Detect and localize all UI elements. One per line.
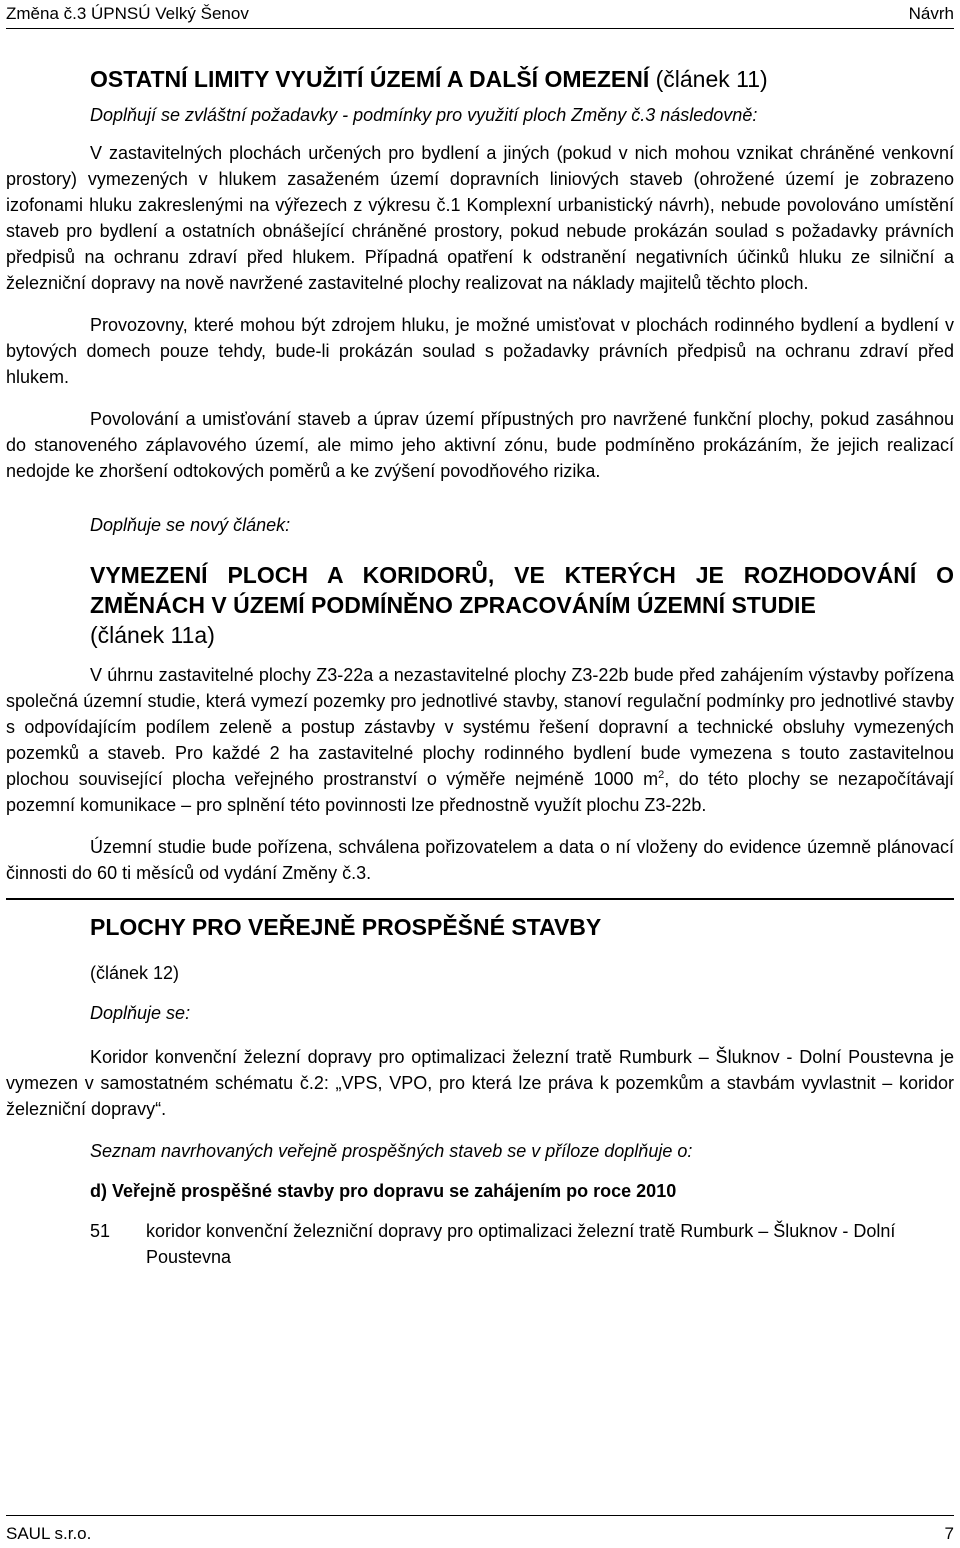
section-intro-limits: Doplňují se zvláštní požadavky - podmínky pro využití ploch Změny č.3 následovně: [90, 105, 758, 125]
section-title-limits-text: OSTATNÍ LIMITY VYUŽITÍ ÚZEMÍ A DALŠÍ OMEZENÍ [90, 66, 650, 92]
footer-page-number: 7 [944, 1524, 954, 1543]
list-item-number: 51 [90, 1221, 111, 1241]
section-title-limits-ref: (článek 11) [655, 66, 768, 92]
list-item [6, 1218, 954, 1270]
section-title-study-ref: (článek 11a) [90, 622, 215, 648]
section-intro-new-article: Doplňuje se nový článek: [90, 515, 291, 535]
list-item-text: koridor konvenční železniční dopravy pro optimalizaci železní tratě Rumburk – Šluknov - Dolní Poustevna [146, 1221, 896, 1267]
subheading-transport-works: d) Veřejně prospěšné stavby pro dopravu se zahájením po roce 2010 [90, 1181, 677, 1201]
page-body [6, 64, 954, 1270]
paragraph-study-deadline: Územní studie bude pořízena, schválena pořizovatelem a data o ní vloženy do evidence územně plánovací činnosti do 60 ti měsíců od vydání Změny č.3. [6, 837, 954, 883]
superscript-2: 2 [658, 769, 665, 781]
paragraph-study-text-b: , do této plochy se nezapočítávají pozemní komunikace – pro splnění této povinnosti lze přednostně využít plochu Z3-22b. [6, 769, 955, 815]
page-footer [6, 1515, 954, 1548]
paragraph-flood-area: Povolování a umisťování staveb a úprav území přípustných pro navržené funkční plochy, pokud zasáhnou do stanoveného záplavového území, ale mimo jeho aktivní zónu, bude podmíněno prokázáním, že jejich realizací nedojde ke zhoršení odtokových poměrů a ke zvýšení povodňového rizika. [6, 409, 954, 481]
header-document-title: Změna č.3 ÚPNSÚ Velký Šenov [6, 4, 249, 23]
section-intro-public-works: Doplňuje se: [90, 1003, 191, 1023]
paragraph-study-requirement [6, 662, 954, 818]
header-status: Návrh [908, 4, 954, 23]
section-title-public-works-ref: (článek 12) [90, 963, 180, 983]
section-title-public-works: PLOCHY PRO VEŘEJNĚ PROSPĚŠNÉ STAVBY [90, 914, 602, 940]
list-intro-public-works: Seznam navrhovaných veřejně prospěšných staveb se v příloze doplňuje o: [90, 1141, 693, 1161]
paragraph-noise-sources: Provozovny, které mohou být zdrojem hluku, je možné umisťovat v plochách rodinného bydlení a bydlení v bytových domech pouze tehdy, bude-li prokázán soulad s požadavky právních předpisů na ochranu zdraví před hlukem. [6, 315, 954, 387]
paragraph-railway-corridor: Koridor konvenční železní dopravy pro optimalizaci železní tratě Rumburk – Šluknov - Dolní Poustevna je vymezen v samostatném schématu č.2: „VPS, VPO, pro která lze práva k pozemkům a stavbám vyvlastnit – koridor železniční dopravy“. [6, 1047, 954, 1119]
section-title-study: VYMEZENÍ PLOCH A KORIDORŮ, VE KTERÝCH JE ROZHODOVÁNÍ O ZMĚNÁCH V ÚZEMÍ PODMÍNĚNO ZPRACOVÁNÍM ÚZEMNÍ STUDIE [90, 562, 954, 618]
section-divider [6, 898, 954, 900]
section-title-limits [90, 64, 954, 94]
footer-company: SAUL s.r.o. [6, 1524, 92, 1543]
page-header [6, 4, 954, 29]
paragraph-study-text-a: V úhrnu zastavitelné plochy Z3-22a a nezastavitelné plochy Z3-22b bude před zahájením výstavby pořízena společná územní studie, která vymezí pozemky pro jednotlivé stavby, stanoví regulační podmínky pro jednotlivé stavby s odpovídajícím podílem zeleně a postup zástavby v systému řešení dopravní a technické obsluhy vymezených pozemků a staveb. Pro každé 2 ha zastavitelné plochy rodinného bydlení bude vymezena s touto zastavitelnou plochou související plocha veřejného prostranství o výměře nejméně 1000 m [6, 665, 954, 789]
paragraph-noise-limits: V zastavitelných plochách určených pro bydlení a jiných (pokud v nich mohou vznikat chráněné venkovní prostory) vymezených v hlukem zasaženém území dopravních liniových staveb (ohrožené území je zobrazeno izofonami hluku zakreslenými na výřezech z výkresu č.1 Komplexní urbanistický návrh), nebude povolováno umístění staveb pro bydlení a ostatních obnášející chráněné prostory, pokud nebude prokázán soulad s požadavky právních předpisů na ochranu zdraví před hlukem. Případná opatření k odstranění negativních účinků hluku ze silniční a železniční dopravy na nově navržené zastavitelné plochy realizovat na náklady majitelů těchto ploch. [6, 143, 954, 293]
